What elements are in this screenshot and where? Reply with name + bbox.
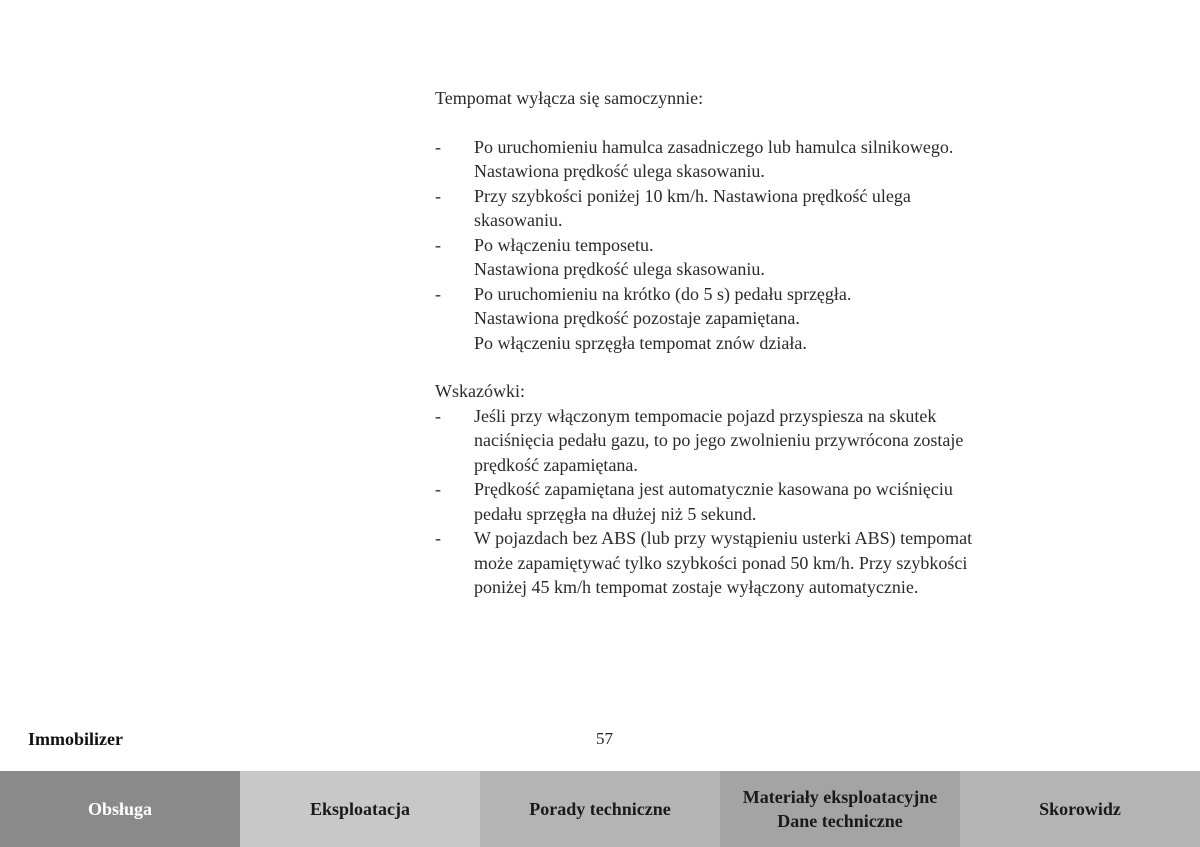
tab-label: Obsługa (87, 799, 153, 819)
list-item-line: Po włączeniu temposetu. (474, 234, 654, 255)
tab-label: Eksploatacja (309, 799, 410, 819)
bullet-dash: - (435, 283, 441, 304)
list-item-line: Prędkość zapamiętana jest automatycznie kasowana po wciśnięciu (474, 479, 953, 499)
bullet-dash: - (435, 185, 441, 206)
list-item (435, 477, 1075, 526)
list-item (435, 404, 1075, 478)
notes-list (435, 404, 1075, 600)
section-title: Immobilizer (28, 729, 123, 749)
list-item-line: skasowaniu. (474, 210, 563, 230)
tab-label: Porady techniczne (529, 799, 671, 819)
tab-eksploatacja[interactable] (240, 771, 480, 847)
list-item-line: Po włączeniu sprzęgła tempomat znów działa. (474, 332, 807, 353)
tab-obsluga[interactable] (0, 771, 240, 847)
bottom-navigation (0, 771, 1200, 847)
list-item-line: prędkość zapamiętana. (474, 454, 638, 475)
notes-heading: Wskazówki: (435, 381, 525, 401)
intro-heading: Tempomat wyłącza się samoczynnie: (435, 88, 704, 108)
list-item (435, 233, 1075, 282)
list-item-line: W pojazdach bez ABS (lub przy wystąpieniu usterki ABS) tempomat (474, 528, 973, 548)
bullet-dash: - (435, 528, 441, 548)
tab-porady-techniczne[interactable] (480, 771, 720, 847)
tab-materialy-dane-techniczne[interactable] (720, 771, 960, 847)
list-item (435, 282, 1075, 356)
list-item-line: Jeśli przy włączonym tempomacie pojazd przyspiesza na skutek (474, 405, 937, 426)
page-number: 57 (596, 729, 613, 748)
list-item-line: poniżej 45 km/h tempomat zostaje wyłączony automatycznie. (474, 577, 919, 597)
list-item (435, 135, 1075, 184)
list-item (435, 526, 1075, 600)
list-item-line: Po uruchomieniu hamulca zasadniczego lub hamulca silnikowego. (474, 136, 954, 157)
bullet-dash: - (435, 136, 441, 157)
list-item-line: naciśnięcia pedału gazu, to po jego zwolnieniu przywrócona zostaje (474, 430, 964, 450)
list-item-line: pedału sprzęgła na dłużej niż 5 sekund. (474, 503, 757, 524)
list-item (435, 184, 1075, 233)
tab-label: Materiały eksploatacyjne (742, 787, 938, 807)
list-item-line: może zapamiętywać tylko szybkości ponad 50 km/h. Przy szybkości (474, 552, 968, 573)
list-item-line: Po uruchomieniu na krótko (do 5 s) pedału sprzęgła. (474, 283, 852, 304)
bullet-dash: - (435, 405, 441, 426)
tab-label: Skorowidz (1039, 799, 1121, 819)
tab-label-secondary: Dane techniczne (777, 811, 903, 831)
tab-skorowidz[interactable] (960, 771, 1200, 847)
list-item-line: Nastawiona prędkość pozostaje zapamiętana. (474, 308, 800, 328)
list-item-line: Nastawiona prędkość ulega skasowaniu. (474, 259, 765, 279)
manual-text-block (435, 86, 1075, 600)
bullet-dash: - (435, 479, 441, 499)
list-item-line: Przy szybkości poniżej 10 km/h. Nastawiona prędkość ulega (474, 185, 911, 206)
intro-list (435, 135, 1075, 356)
bullet-dash: - (435, 234, 441, 255)
list-item-line: Nastawiona prędkość ulega skasowaniu. (474, 161, 765, 181)
